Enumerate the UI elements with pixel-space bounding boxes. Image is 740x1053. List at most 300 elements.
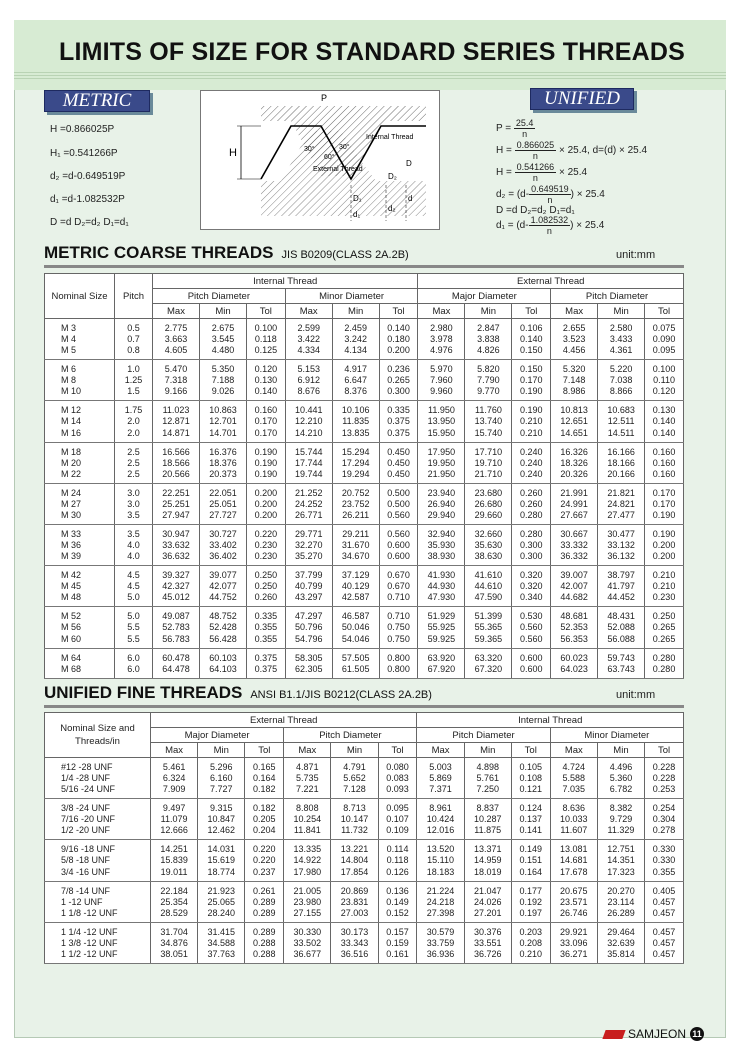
unified-cell: 32.639 — [597, 938, 644, 949]
formula-d2: d₂ =d-0.649519P — [50, 171, 126, 182]
metric-cell: 3.422 — [285, 334, 332, 345]
metric-cell: 19.294 — [332, 469, 379, 484]
metric-cell: 0.260 — [246, 592, 285, 607]
unified-cell: 12.462 — [198, 825, 245, 840]
unified-cell: 0.151 — [511, 855, 550, 866]
metric-cell: 26.771 — [285, 510, 332, 525]
metric-cell: 5.970 — [418, 360, 465, 376]
unified-cell: 7.250 — [464, 784, 511, 799]
metric-cell: M 45 — [45, 581, 115, 592]
metric-cell: 5.0 — [115, 607, 153, 623]
unified-cell: 0.208 — [511, 938, 550, 949]
metric-cell: 14.511 — [598, 428, 645, 443]
metric-cell: 29.940 — [418, 510, 465, 525]
unified-cell: 13.335 — [284, 840, 331, 856]
metric-cell: 0.095 — [645, 345, 684, 360]
metric-section-title: METRIC COARSE THREADS JIS B0209(CLASS 2A.2B) — [44, 243, 409, 262]
unified-cell: 0.126 — [378, 867, 417, 882]
metric-cell: 29.660 — [465, 510, 512, 525]
metric-cell: 33.332 — [551, 540, 598, 551]
metric-cell: 5.320 — [551, 360, 598, 376]
metric-cell: 27.727 — [199, 510, 246, 525]
metric-cell: M 16 — [45, 428, 115, 443]
metric-cell: 63.743 — [598, 664, 645, 679]
metric-cell: 62.305 — [285, 664, 332, 679]
metric-cell: 0.320 — [512, 566, 551, 582]
unified-cell: 0.093 — [378, 784, 417, 799]
metric-cell: 23.940 — [418, 483, 465, 499]
metric-cell: M 3 — [45, 319, 115, 335]
metric-cell: 48.681 — [551, 607, 598, 623]
metric-cell: 23.752 — [332, 499, 379, 510]
metric-cell: 3.545 — [199, 334, 246, 345]
metric-cell: 0.190 — [512, 386, 551, 401]
metric-cell: 41.797 — [598, 581, 645, 592]
metric-cell: 2.775 — [153, 319, 200, 335]
metric-cell: 24.821 — [598, 499, 645, 510]
metric-cell: 38.630 — [465, 551, 512, 566]
unified-cell: 15.839 — [151, 855, 198, 866]
metric-cell: 0.170 — [645, 483, 684, 499]
metric-cell: 0.230 — [645, 592, 684, 607]
metric-cell: 43.297 — [285, 592, 332, 607]
unified-tol-header: Tol — [645, 743, 684, 758]
unified-cell: 30.579 — [417, 922, 464, 938]
metric-min-header: Min — [598, 304, 645, 319]
metric-cell: 48.431 — [598, 607, 645, 623]
unified-cell: 0.330 — [645, 840, 684, 856]
metric-cell: 1.5 — [115, 386, 153, 401]
h-ext-major-dia: Major Diameter — [418, 289, 551, 304]
metric-cell: 3.663 — [153, 334, 200, 345]
metric-cell: 32.270 — [285, 540, 332, 551]
u-h-ext-major-dia: Major Diameter — [151, 728, 284, 743]
unified-max-header: Max — [284, 743, 331, 758]
title-band-lines — [14, 72, 726, 80]
metric-cell: 63.320 — [465, 648, 512, 664]
metric-cell: 60.478 — [153, 648, 200, 664]
unified-cell: 0.152 — [378, 908, 417, 923]
unified-cell: 9.497 — [151, 799, 198, 815]
d-label-0: D — [406, 159, 412, 168]
metric-cell: 15.740 — [465, 428, 512, 443]
metric-cell: 0.600 — [512, 664, 551, 679]
metric-cell: 47.297 — [285, 607, 332, 623]
table-row — [45, 360, 684, 376]
metric-cell: 0.7 — [115, 334, 153, 345]
unified-cell: 33.502 — [284, 938, 331, 949]
metric-cell: 0.100 — [645, 360, 684, 376]
metric-cell: 5.350 — [199, 360, 246, 376]
unified-cell: 11.079 — [151, 814, 198, 825]
metric-tol-header: Tol — [246, 304, 285, 319]
metric-cell: 2.599 — [285, 319, 332, 335]
unified-cell: 21.005 — [284, 881, 331, 897]
metric-cell: 0.210 — [645, 581, 684, 592]
unified-cell: 17.854 — [331, 867, 378, 882]
d-label-2: D₁ — [353, 194, 362, 203]
metric-cell: 19.950 — [418, 458, 465, 469]
metric-cell: 0.210 — [512, 416, 551, 427]
metric-cell: 59.925 — [418, 634, 465, 649]
unified-cell: 21.224 — [417, 881, 464, 897]
metric-cell: 2.655 — [551, 319, 598, 335]
metric-cell: 38.930 — [418, 551, 465, 566]
formula-d1: d₁ =d-1.082532P — [50, 194, 125, 205]
metric-cell: 37.799 — [285, 566, 332, 582]
metric-cell: 4.0 — [115, 551, 153, 566]
unified-max-header: Max — [417, 743, 464, 758]
metric-cell: M 6 — [45, 360, 115, 376]
metric-cell: 50.796 — [285, 622, 332, 633]
metric-cell: 0.230 — [246, 540, 285, 551]
metric-cell: 0.200 — [379, 345, 418, 360]
table-row — [45, 799, 684, 815]
table-row — [45, 908, 684, 923]
metric-cell: 0.200 — [246, 499, 285, 510]
metric-cell: 26.940 — [418, 499, 465, 510]
metric-cell: 22.251 — [153, 483, 200, 499]
unified-cell: 34.588 — [198, 938, 245, 949]
table-row — [45, 897, 684, 908]
metric-cell: 0.450 — [379, 442, 418, 458]
metric-cell: 5.820 — [465, 360, 512, 376]
unified-cell: 29.921 — [550, 922, 597, 938]
p-label: P — [321, 93, 328, 103]
unified-cell: 1 1/2 -12 UNF — [45, 949, 151, 964]
metric-cell: 15.744 — [285, 442, 332, 458]
unified-cell: 11.607 — [550, 825, 597, 840]
unified-min-header: Min — [597, 743, 644, 758]
table-row — [45, 442, 684, 458]
metric-cell: 30.477 — [598, 524, 645, 540]
unified-cell: 26.746 — [550, 908, 597, 923]
metric-cell: 24.991 — [551, 499, 598, 510]
metric-cell: 0.300 — [512, 551, 551, 566]
unified-cell: 0.203 — [511, 922, 550, 938]
metric-cell: 14.210 — [285, 428, 332, 443]
metric-cell: 44.682 — [551, 592, 598, 607]
table-row — [45, 867, 684, 882]
unified-cell: 9.729 — [597, 814, 644, 825]
table-row — [45, 401, 684, 417]
angle-label-3: 60° — [324, 154, 335, 161]
table-row — [45, 949, 684, 964]
metric-cell: 7.960 — [418, 375, 465, 386]
metric-cell: 54.796 — [285, 634, 332, 649]
metric-cell: 5.153 — [285, 360, 332, 376]
metric-cell: 0.280 — [645, 664, 684, 679]
unified-section-title: UNIFIED FINE THREADS ANSI B1.1/JIS B0212(CLASS 2A.2B) — [44, 683, 432, 702]
metric-cell: 0.200 — [645, 540, 684, 551]
unified-cell: 18.183 — [417, 867, 464, 882]
metric-cell: 13.835 — [332, 428, 379, 443]
unified-cell: 17.323 — [597, 867, 644, 882]
metric-cell: 16.166 — [598, 442, 645, 458]
metric-cell: 14.651 — [551, 428, 598, 443]
metric-cell: 17.744 — [285, 458, 332, 469]
unified-cell: 3/4 -16 UNF — [45, 867, 151, 882]
metric-cell: M 18 — [45, 442, 115, 458]
formula-h: H =0.866025P — [50, 124, 115, 135]
metric-cell: M 24 — [45, 483, 115, 499]
unified-cell: 1 3/8 -12 UNF — [45, 938, 151, 949]
metric-cell: 15.294 — [332, 442, 379, 458]
metric-cell: 21.821 — [598, 483, 645, 499]
metric-cell: 21.710 — [465, 469, 512, 484]
unified-cell: 4.898 — [464, 758, 511, 774]
table-row — [45, 499, 684, 510]
metric-cell: 52.428 — [199, 622, 246, 633]
metric-cell: 17.710 — [465, 442, 512, 458]
unified-cell: 0.261 — [245, 881, 284, 897]
unified-cell: 30.376 — [464, 922, 511, 938]
metric-cell: 0.120 — [645, 386, 684, 401]
metric-cell: 10.106 — [332, 401, 379, 417]
unified-cell: 11.841 — [284, 825, 331, 840]
unified-cell: 13.221 — [331, 840, 378, 856]
metric-cell: 3.523 — [551, 334, 598, 345]
unified-cell: 0.457 — [645, 949, 684, 964]
metric-cell: 46.587 — [332, 607, 379, 623]
unified-cell: 0.210 — [511, 949, 550, 964]
metric-cell: 0.100 — [246, 319, 285, 335]
unified-cell: 0.205 — [245, 814, 284, 825]
metric-cell: 47.590 — [465, 592, 512, 607]
metric-min-header: Min — [332, 304, 379, 319]
h-ext-pitch-dia: Pitch Diameter — [551, 289, 684, 304]
metric-cell: 2.675 — [199, 319, 246, 335]
metric-cell: 15.950 — [418, 428, 465, 443]
metric-cell: 1.0 — [115, 360, 153, 376]
unified-cell: 8.636 — [550, 799, 597, 815]
unified-cell: 5.360 — [597, 773, 644, 784]
unified-cell: 1/4 -28 UNF — [45, 773, 151, 784]
metric-cell: 52.088 — [598, 622, 645, 633]
unified-cell: 5.652 — [331, 773, 378, 784]
unified-cell: 17.678 — [550, 867, 597, 882]
unified-cell: 0.288 — [245, 938, 284, 949]
metric-cell: 29.211 — [332, 524, 379, 540]
metric-cell: 20.166 — [598, 469, 645, 484]
metric-cell: 56.783 — [153, 634, 200, 649]
metric-cell: M 22 — [45, 469, 115, 484]
metric-cell: 0.240 — [512, 458, 551, 469]
metric-cell: 0.560 — [379, 524, 418, 540]
unified-cell: 0.220 — [245, 855, 284, 866]
metric-cell: 5.0 — [115, 592, 153, 607]
metric-tag: METRIC — [44, 90, 150, 112]
metric-cell: 40.129 — [332, 581, 379, 592]
metric-cell: 0.210 — [512, 428, 551, 443]
unified-min-header: Min — [331, 743, 378, 758]
unified-cell: 0.253 — [645, 784, 684, 799]
metric-cell: 63.920 — [418, 648, 465, 664]
metric-cell: 9.960 — [418, 386, 465, 401]
unified-cell: 9/16 -18 UNF — [45, 840, 151, 856]
metric-cell: 6.912 — [285, 375, 332, 386]
metric-cell: 33.632 — [153, 540, 200, 551]
metric-cell: 3.5 — [115, 524, 153, 540]
metric-cell: 0.265 — [645, 622, 684, 633]
unified-cell: 12.016 — [417, 825, 464, 840]
unified-cell: 12.751 — [597, 840, 644, 856]
metric-cell: 64.023 — [551, 664, 598, 679]
unified-cell: 0.197 — [511, 908, 550, 923]
unified-cell: 23.114 — [597, 897, 644, 908]
metric-cell: 0.375 — [246, 648, 285, 664]
unified-cell: 31.704 — [151, 922, 198, 938]
metric-cell: 0.160 — [645, 442, 684, 458]
metric-cell: 0.530 — [512, 607, 551, 623]
metric-cell: 0.170 — [246, 416, 285, 427]
metric-cell: 3.0 — [115, 483, 153, 499]
metric-cell: 0.106 — [512, 319, 551, 335]
metric-cell: 6.647 — [332, 375, 379, 386]
table-row — [45, 855, 684, 866]
metric-cell: 67.920 — [418, 664, 465, 679]
unified-cell: 0.164 — [511, 867, 550, 882]
metric-cell: 10.683 — [598, 401, 645, 417]
unified-cell: 23.980 — [284, 897, 331, 908]
metric-cell: 0.140 — [246, 386, 285, 401]
metric-cell: 0.340 — [512, 592, 551, 607]
unified-cell: 10.287 — [464, 814, 511, 825]
unified-cell: 34.876 — [151, 938, 198, 949]
d-label-1: D₂ — [388, 172, 397, 181]
unified-cell: 20.869 — [331, 881, 378, 897]
metric-cell: M 14 — [45, 416, 115, 427]
metric-cell: 12.651 — [551, 416, 598, 427]
metric-cell: 4.361 — [598, 345, 645, 360]
metric-cell: 0.190 — [246, 442, 285, 458]
metric-cell: M 4 — [45, 334, 115, 345]
table-row — [45, 938, 684, 949]
table-row — [45, 319, 684, 335]
metric-cell: 11.023 — [153, 401, 200, 417]
thread-profile-svg — [201, 91, 441, 231]
unified-cell: 7.128 — [331, 784, 378, 799]
metric-cell: 9.026 — [199, 386, 246, 401]
unified-max-header: Max — [151, 743, 198, 758]
metric-cell: 2.0 — [115, 428, 153, 443]
u-formula-d1: d₁ = (d- $\frac{1.082532}{n}$ ) × 25.4 — [496, 215, 605, 236]
table-row — [45, 524, 684, 540]
table-row — [45, 469, 684, 484]
metric-cell: 0.170 — [512, 375, 551, 386]
metric-cell: 4.826 — [465, 345, 512, 360]
unified-cell: 0.220 — [245, 840, 284, 856]
unified-cell: 0.165 — [245, 758, 284, 774]
metric-cell: 12.511 — [598, 416, 645, 427]
unified-cell: 23.571 — [550, 897, 597, 908]
table-row — [45, 881, 684, 897]
metric-cell: 11.835 — [332, 416, 379, 427]
unified-cell: 24.218 — [417, 897, 464, 908]
metric-cell: 2.5 — [115, 442, 153, 458]
metric-cell: 2.0 — [115, 416, 153, 427]
metric-cell: 0.450 — [379, 469, 418, 484]
unified-cell: 6.324 — [151, 773, 198, 784]
metric-cell: 9.166 — [153, 386, 200, 401]
unified-cell: 0.114 — [378, 840, 417, 856]
metric-cell: 56.088 — [598, 634, 645, 649]
unified-cell: 0.149 — [378, 897, 417, 908]
metric-cell: 0.160 — [246, 401, 285, 417]
table-row — [45, 773, 684, 784]
unified-cell: 0.355 — [645, 867, 684, 882]
metric-cell: 0.560 — [512, 622, 551, 633]
metric-cell: 0.220 — [246, 524, 285, 540]
metric-tol-header: Tol — [512, 304, 551, 319]
metric-cell: 2.580 — [598, 319, 645, 335]
metric-tol-header: Tol — [379, 304, 418, 319]
metric-cell: 45.012 — [153, 592, 200, 607]
metric-cell: 0.8 — [115, 345, 153, 360]
unified-cell: 33.343 — [331, 938, 378, 949]
metric-cell: 7.188 — [199, 375, 246, 386]
metric-section-bar — [44, 265, 684, 268]
metric-cell: 56.428 — [199, 634, 246, 649]
metric-cell: 4.334 — [285, 345, 332, 360]
unified-cell: 26.289 — [597, 908, 644, 923]
metric-cell: 0.125 — [246, 345, 285, 360]
metric-cell: 3.242 — [332, 334, 379, 345]
metric-min-header: Min — [199, 304, 246, 319]
metric-cell: 40.799 — [285, 581, 332, 592]
metric-cell: 0.710 — [379, 592, 418, 607]
metric-cell: 7.318 — [153, 375, 200, 386]
unified-cell: 24.026 — [464, 897, 511, 908]
unified-cell: 0.080 — [378, 758, 417, 774]
unified-cell: 0.457 — [645, 897, 684, 908]
unified-cell: 0.137 — [511, 814, 550, 825]
metric-cell: 58.305 — [285, 648, 332, 664]
u-formula-p: P = $\frac{25.4}{n}$ — [496, 118, 534, 139]
metric-cell: M 36 — [45, 540, 115, 551]
table-row — [45, 758, 684, 774]
metric-cell: 0.090 — [645, 334, 684, 345]
metric-cell: 4.976 — [418, 345, 465, 360]
metric-max-header: Max — [153, 304, 200, 319]
samjeon-logo-icon — [602, 1030, 625, 1039]
unified-tol-header: Tol — [245, 743, 284, 758]
metric-cell: 0.118 — [246, 334, 285, 345]
metric-cell: 25.251 — [153, 499, 200, 510]
metric-cell: 8.676 — [285, 386, 332, 401]
unified-cell: 0.228 — [645, 758, 684, 774]
metric-cell: 0.450 — [379, 458, 418, 469]
unified-cell: 7.909 — [151, 784, 198, 799]
metric-cell: M 52 — [45, 607, 115, 623]
metric-cell: 27.667 — [551, 510, 598, 525]
unified-cell: 0.159 — [378, 938, 417, 949]
metric-cell: 20.373 — [199, 469, 246, 484]
unified-cell: 6.160 — [198, 773, 245, 784]
table-row — [45, 375, 684, 386]
unified-cell: 0.289 — [245, 908, 284, 923]
metric-cell: 10.441 — [285, 401, 332, 417]
table-row — [45, 922, 684, 938]
unified-cell: 0.109 — [378, 825, 417, 840]
unified-cell: #12 -28 UNF — [45, 758, 151, 774]
metric-cell: 42.587 — [332, 592, 379, 607]
unified-cell: 14.922 — [284, 855, 331, 866]
metric-cell: 20.752 — [332, 483, 379, 499]
metric-cell: 17.950 — [418, 442, 465, 458]
metric-cell: 0.355 — [246, 622, 285, 633]
unified-cell: 4.871 — [284, 758, 331, 774]
